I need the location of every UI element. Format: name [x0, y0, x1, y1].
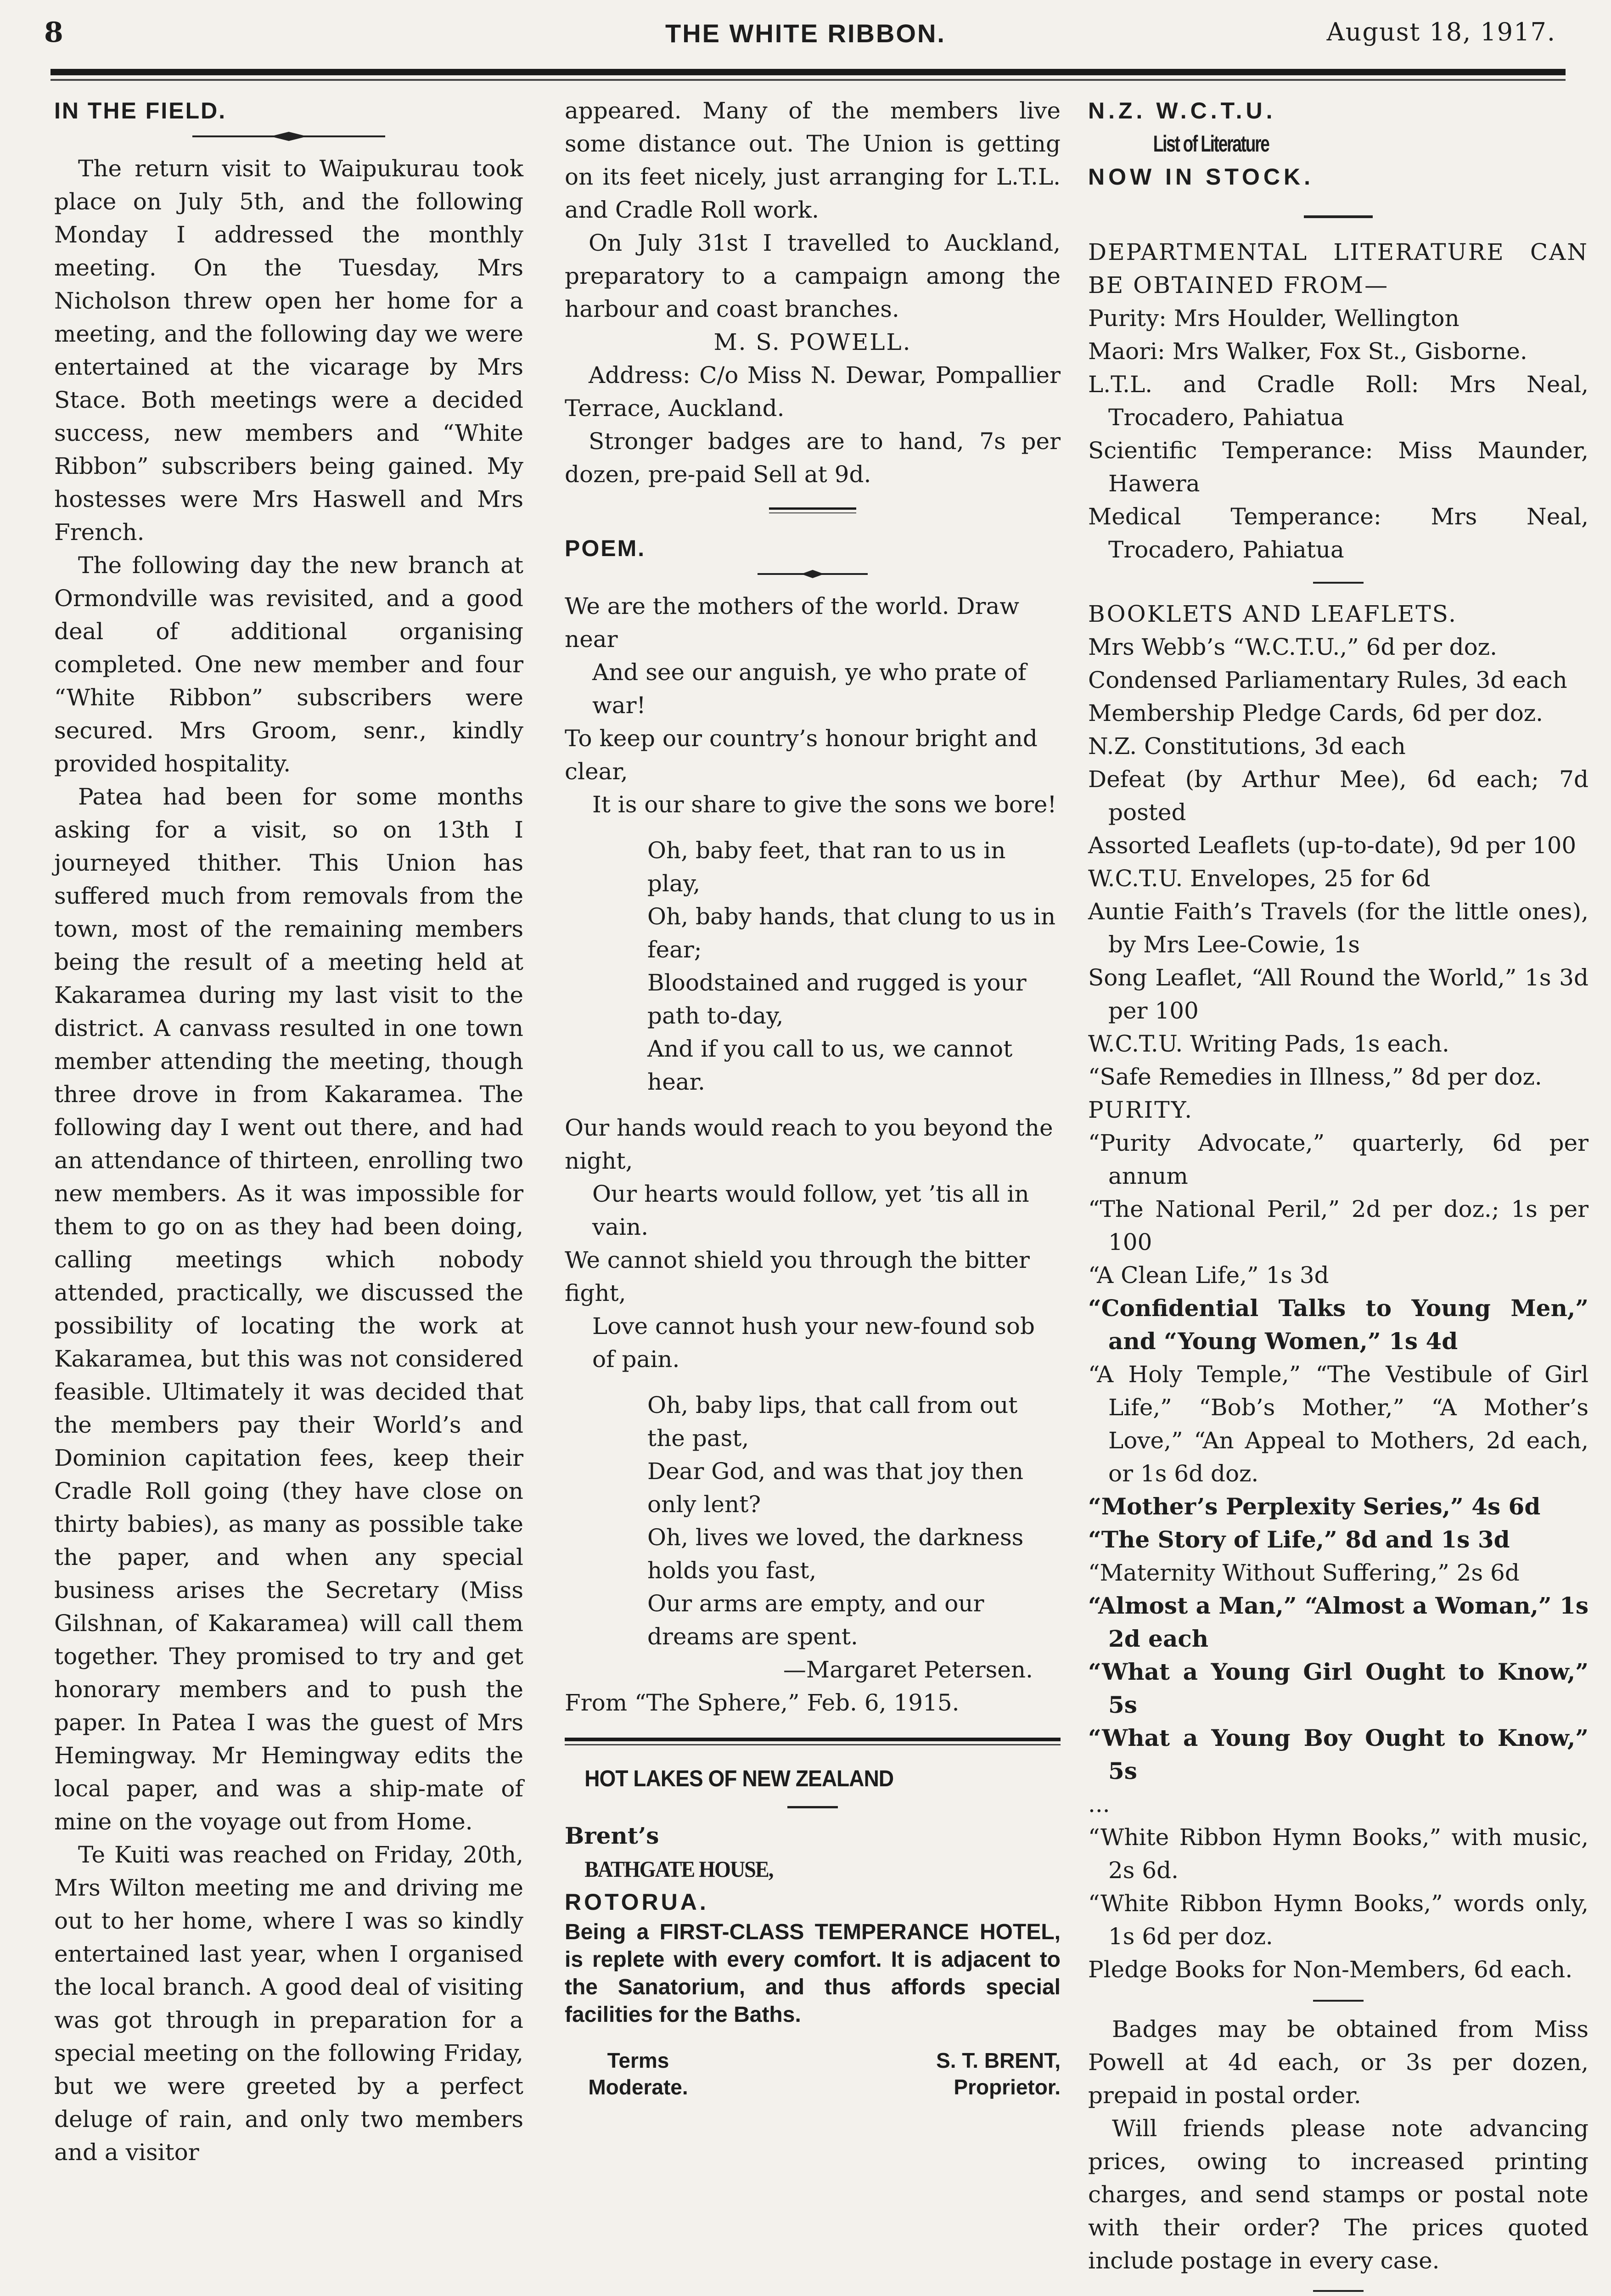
poem-line: And see our anguish, ye who prate of war! [592, 659, 1027, 719]
ornament-rule [192, 131, 385, 142]
purity-item: “What a Young Boy Ought to Know,” 5s [1088, 1724, 1589, 1784]
ad-footer [565, 2047, 1061, 2100]
poem-line: We are the mothers of the world. Draw near [565, 593, 1020, 653]
issue-date: August 18, 1917. [1326, 17, 1556, 46]
signature: M. S. POWELL. [713, 329, 912, 355]
section-rule [1313, 582, 1364, 584]
booklet-item: Condensed Parliamentary Rules, 3d each [1088, 667, 1567, 693]
poem-title: POEM. [565, 535, 646, 561]
section-rule [1304, 215, 1373, 218]
ad-owner: Brent’s [565, 1822, 659, 1849]
booklet-item: W.C.T.U. Writing Pads, 1s each. [1088, 1030, 1449, 1057]
booklet-item: Mrs Webb’s “W.C.T.U.,” 6d per doz. [1088, 634, 1498, 660]
poem-line: And if you call to us, we cannot hear. [647, 1035, 1013, 1095]
ad-body: Being a FIRST-CLASS TEMPERANCE HOTEL, is replete with every comfort. It is adjacent to the Sanatorium, and thus affords special facilities for the Baths. [565, 1920, 1061, 2027]
column-literature [1088, 94, 1589, 2274]
dept-item: Scientific Temperance: Miss Maunder, Hawera [1088, 437, 1589, 497]
poem-line: Oh, baby lips, that call from out the past, [647, 1392, 1018, 1452]
dept-item: Purity: Mrs Houlder, Wellington [1088, 305, 1459, 332]
purity-heading: PURITY. [1088, 1097, 1194, 1123]
dept-item: L.T.L. and Cradle Roll: Mrs Neal, Trocadero, Pahiatua [1088, 371, 1589, 431]
purity-item: “Purity Advocate,” quarterly, 6d per annum [1088, 1130, 1589, 1189]
purity-item: “Mother’s Perplexity Series,” 4s 6d [1088, 1493, 1541, 1520]
poem-line: Our hearts would follow, yet ’tis all in vain. [592, 1181, 1029, 1240]
poem-line: Love cannot hush your new-found sob of pain. [592, 1313, 1035, 1373]
ad-rule [787, 1806, 838, 1808]
booklet-item: Song Leaflet, “All Round the World,” 1s 3d per 100 [1088, 964, 1589, 1024]
poem-line: Bloodstained and rugged is your path to-day, [647, 969, 1027, 1029]
poem-line: Our arms are empty, and our dreams are spent. [647, 1590, 984, 1650]
list-subtitle: NOW IN STOCK. [1088, 164, 1314, 190]
dept-item: Maori: Mrs Walker, Fox St., Gisborne. [1088, 338, 1527, 365]
booklet-item: Membership Pledge Cards, 6d per doz. [1088, 700, 1544, 726]
poem-line: Oh, lives we loved, the darkness holds you fast, [647, 1524, 1024, 1584]
hymn-item: Pledge Books for Non-Members, 6d each. [1088, 1956, 1573, 1983]
paragraph: Patea had been for some months asking for a visit, so on 13th I journeyed thither. This Union has suffered much from removals from the town, most of the remaining members being the result of a meeting held at Kakaramea during my last visit to the district. A canvass resulted in one town member attending the meeting, though three drove in from Kakaramea. The following day I went out there, and had an attendance of thirteen, enrolling two new members. As it was impossible for them to go on as they had been doing, calling meetings which nobody attended, practically, we discussed the possibility of locating the work at Kakaramea, but this was not considered feasible. Ultimately it was decided that the members pay their World’s and Dominion capitation fees, keep their Cradle Roll going (they have close on thirty babies), as many as possible take the paper, and when any special business arises the Secretary (Miss Gilshnan, of Kakaramea) will call them together. They promised to try and get honorary members and to push the paper. In Patea I was the guest of Mrs Hemingway. Mr Hemingway edits the local paper, and was a ship-mate of mine on the voyage out from Home. [54, 783, 523, 1835]
poem-source: From “The Sphere,” Feb. 6, 1915. [565, 1689, 960, 1716]
header-rule-thin [51, 79, 1566, 81]
ellipsis: ... [1088, 1791, 1110, 1818]
org-title: N.Z. W.C.T.U. [1088, 98, 1276, 124]
booklet-item: W.C.T.U. Envelopes, 25 for 6d [1088, 865, 1431, 892]
poem-author: —Margaret Petersen. [783, 1656, 1033, 1683]
paragraph: On July 31st I travelled to Auckland, preparatory to a campaign among the harbour and coast branches. [565, 230, 1061, 322]
purity-item: “What a Young Girl Ought to Know,” 5s [1088, 1658, 1589, 1718]
page-number: 8 [44, 17, 63, 49]
poem-line: It is our share to give the sons we bore! [592, 791, 1057, 818]
contact-name [1088, 2292, 1589, 2296]
section-divider [565, 1738, 1061, 1741]
purity-item: “Maternity Without Suffering,” 2s 6d [1088, 1559, 1520, 1586]
dept-heading: DEPARTMENTAL LITERATURE CAN BE OBTAINED FROM— [1088, 239, 1589, 298]
ad-proprietor [803, 2047, 1061, 2100]
hymn-item: “White Ribbon Hymn Books,” words only, 1s 6d per doz. [1088, 1890, 1589, 1950]
poem-line: To keep our country’s honour bright and clear, [565, 725, 1038, 785]
booklet-item: Defeat (by Arthur Mee), 6d each; 7d posted [1088, 766, 1589, 826]
ad-proprietor-name: S. T. BRENT, [936, 2048, 1061, 2072]
paragraph: appeared. Many of the members live some distance out. The Union is getting on its feet nicely, just arranging for L.T.L. and Cradle Roll work. [565, 97, 1061, 223]
note: Will friends please note advancing prices, owing to increased printing charges, and send stamps or postal note with their order? The prices quoted include postage in every case. [1088, 2115, 1589, 2274]
ad-hotel-name: BATHGATE HOUSE, [584, 1856, 773, 1882]
ad-headline: HOT LAKES OF NEW ZEALAND [584, 1766, 894, 1791]
poem-line: Oh, baby feet, that ran to us in play, [647, 837, 1006, 897]
hymn-item: “White Ribbon Hymn Books,” with music, 2s 6d. [1088, 1824, 1589, 1884]
section-title: IN THE FIELD. [54, 98, 227, 124]
column-middle [565, 94, 1061, 2229]
booklet-item: “Safe Remedies in Illness,” 8d per doz. [1088, 1064, 1542, 1090]
header-rule [51, 69, 1566, 75]
paragraph: The following day the new branch at Ormondville was revisited, and a good deal of additional organising completed. One new member and four “White Ribbon” subscribers were secured. Mrs Groom, senr., kindly provided hospitality. [54, 552, 523, 777]
poem-line: Oh, baby hands, that clung to us in fear; [647, 903, 1056, 963]
booklets-heading: BOOKLETS AND LEAFLETS. [1088, 601, 1457, 627]
note: Badges may be obtained from Miss Powell at 4d each, or 3s per dozen, prepaid in postal order. [1088, 2016, 1589, 2109]
purity-item: “A Clean Life,” 1s 3d [1088, 1262, 1329, 1289]
poem-line: We cannot shield you through the bitter fight, [565, 1247, 1030, 1306]
poem-line: Dear God, and was that joy then only lent? [647, 1458, 1024, 1518]
booklet-item: Auntie Faith’s Travels (for the little ones), by Mrs Lee-Cowie, 1s [1088, 898, 1589, 958]
purity-item: “The Story of Life,” 8d and 1s 3d [1088, 1526, 1510, 1553]
purity-item: “A Holy Temple,” “The Vestibule of Girl Life,” “Bob’s Mother,” “A Mother’s Love,” “An Appeal to Mothers, 2d each, or 1s 6d doz. [1088, 1361, 1589, 1487]
purity-item: “The National Peril,” 2d per doz.; 1s per 100 [1088, 1196, 1589, 1255]
masthead: THE WHITE RIBBON. [665, 19, 946, 48]
section-rule [1313, 2000, 1364, 2002]
divider-thin [769, 512, 856, 513]
ad-terms: Terms Moderate. [588, 2048, 688, 2099]
list-title: List of Literature [1153, 131, 1269, 157]
poem-line: Our hands would reach to you beyond the night, [565, 1114, 1053, 1174]
badges-note: Stronger badges are to hand, 7s per dozen, pre-paid Sell at 9d. [565, 428, 1061, 488]
booklet-item: Assorted Leaflets (up-to-date), 9d per 100 [1088, 832, 1577, 859]
poem [565, 590, 1061, 1719]
section-divider [769, 507, 856, 510]
hotel-advertisement [565, 1762, 1061, 2100]
column-in-the-field [54, 94, 523, 2229]
divider-thin [565, 1744, 1061, 1745]
paragraph: Te Kuiti was reached on Friday, 20th, Mrs Wilton meeting me and driving me out to her home, where I was so kindly entertained last year, when I organised the local branch. A good deal of visiting was got through in preparation for a special meeting on the following Friday, but we were greeted by a perfect deluge of rain, and only two members and a visitor [54, 1841, 523, 2166]
page-header [0, 8, 1611, 59]
paragraph: The return visit to Waipukurau took place on July 5th, and the following Monday I addressed the monthly meeting. On the Tuesday, Mrs Nicholson threw open her home for a meeting, and the following day we were entertained at the vicarage by Mrs Stace. Both meetings were a decided success, new members and “White Ribbon” subscribers being gained. My hostesses were Mrs Haswell and Mrs French. [54, 155, 523, 546]
ornament-rule [758, 568, 868, 580]
ad-town: ROTORUA. [565, 1889, 709, 1915]
ad-proprietor-title: Proprietor. [954, 2075, 1061, 2099]
dept-item: Medical Temperance: Mrs Neal, Trocadero, Pahiatua [1088, 503, 1589, 563]
address: Address: C/o Miss N. Dewar, Pompallier Terrace, Auckland. [565, 362, 1061, 422]
purity-item: “Almost a Man,” “Almost a Woman,” 1s 2d each [1088, 1592, 1589, 1652]
booklet-item: N.Z. Constitutions, 3d each [1088, 733, 1406, 760]
purity-item: “Confidential Talks to Young Men,” and “Young Women,” 1s 4d [1088, 1294, 1589, 1355]
